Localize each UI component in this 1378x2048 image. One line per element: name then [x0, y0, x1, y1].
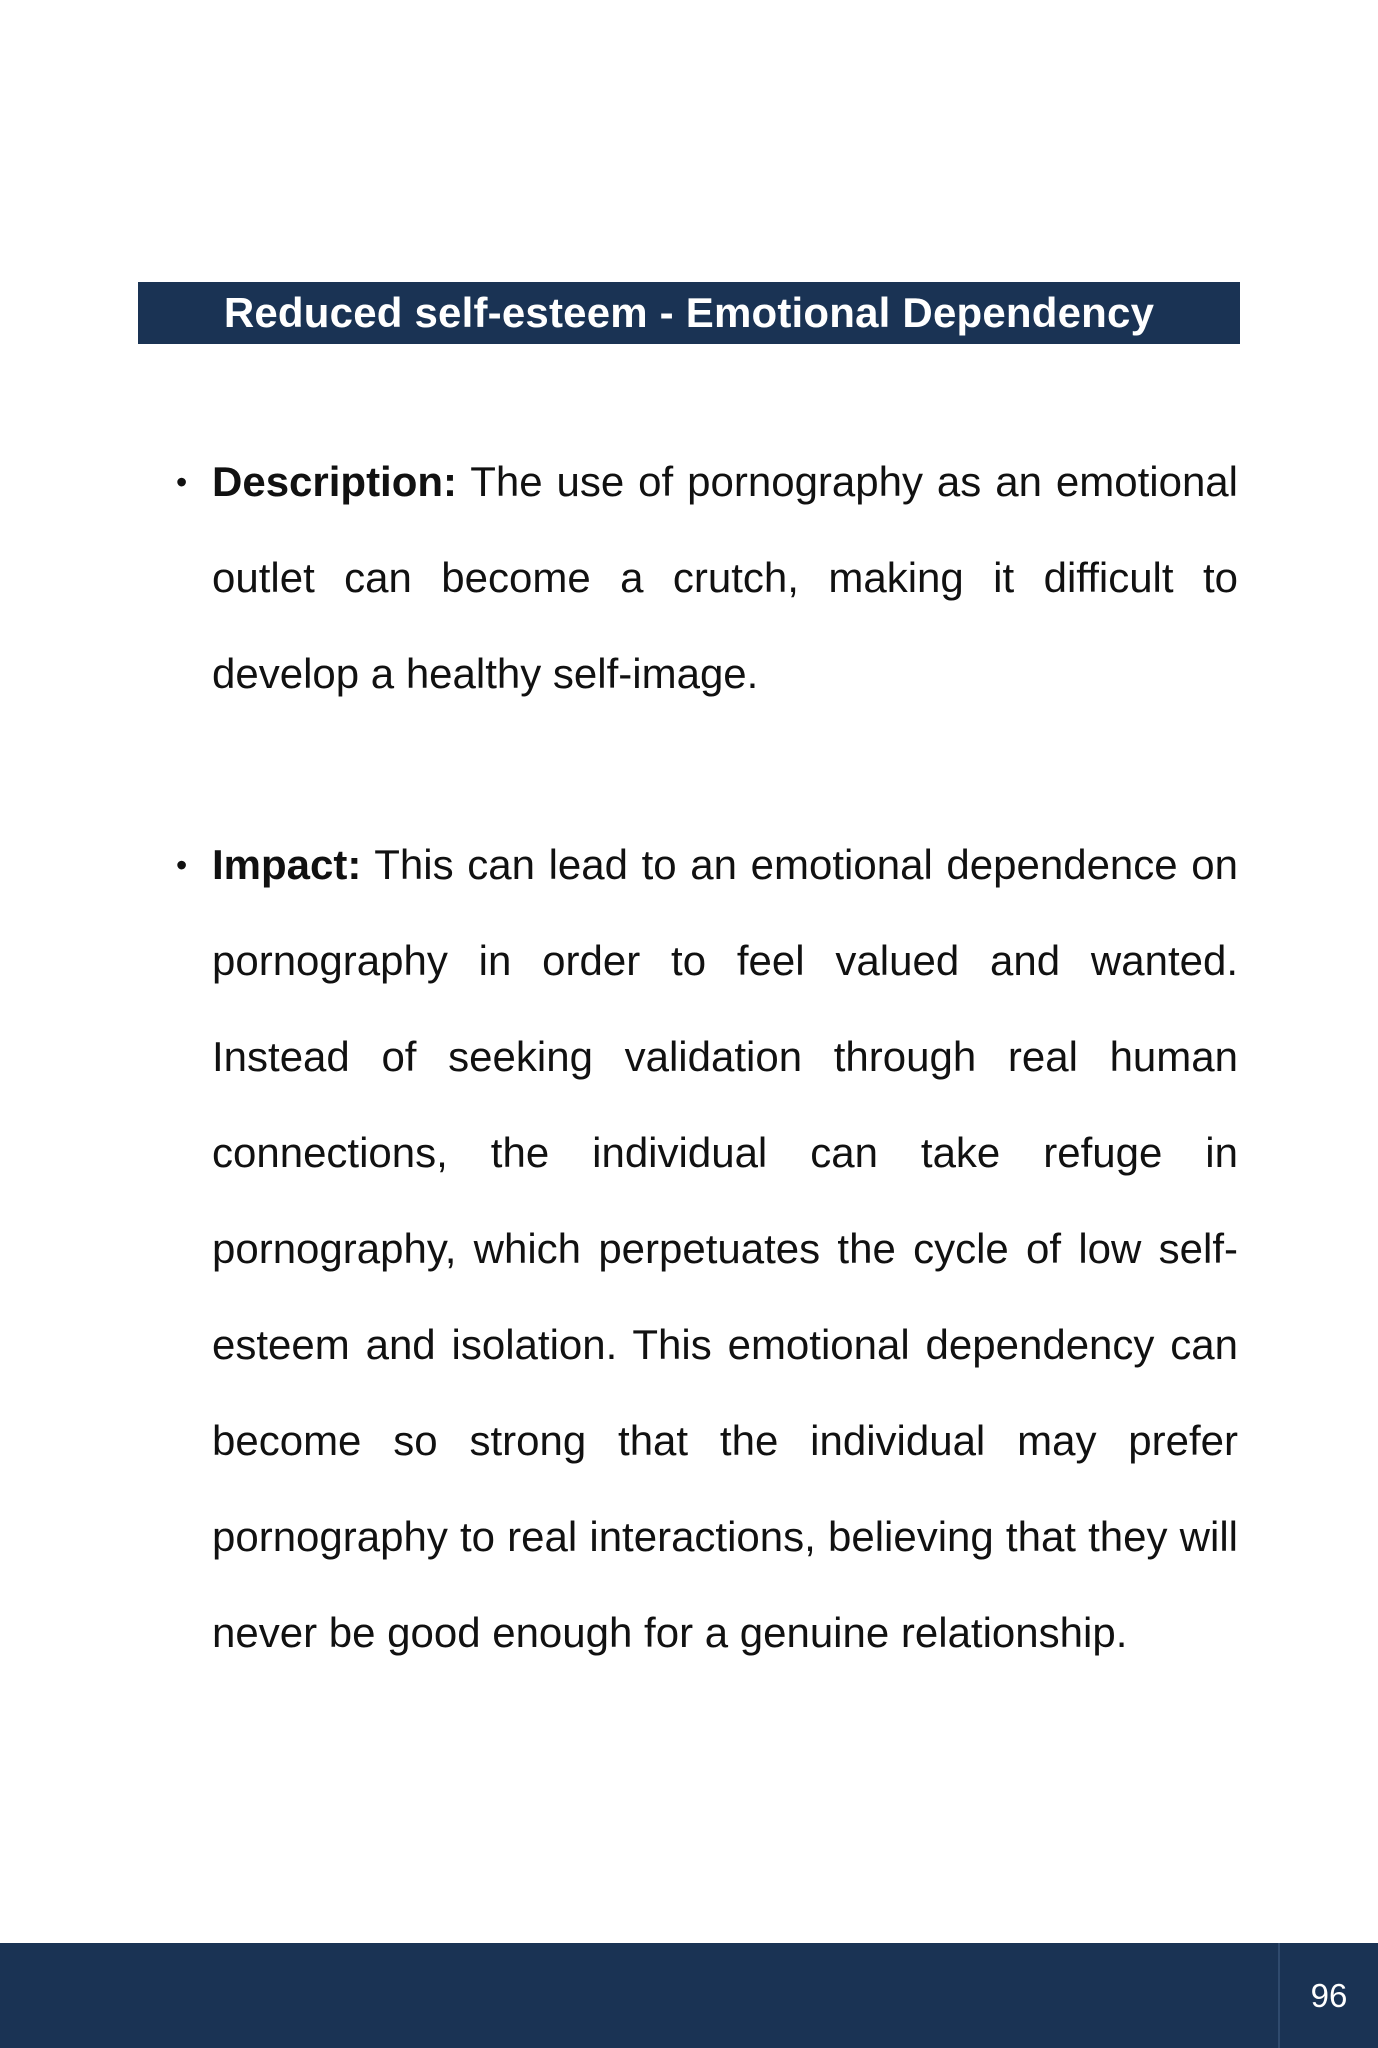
- bullet-icon: •: [176, 464, 188, 500]
- bullet-icon: •: [176, 847, 188, 883]
- list-item-description: [176, 434, 1238, 722]
- page-number: 96: [1310, 1977, 1348, 2014]
- page-number-box: [1278, 1943, 1378, 2048]
- item-text: This can lead to an emotional dependence on pornography in order to feel valued and wanted. Instead of seeking validation through real human connections, the individual can take refuge in pornography, which perpetuates the cycle of low self-esteem and isolation. This emotional dependency can become so strong that the individual may prefer pornography to real interactions, believing that they will never be good enough for a genuine relationship.: [212, 841, 1238, 1656]
- item-text: The use of pornography as an emotional outlet can become a crutch, making it difficult to develop a healthy self-image.: [212, 458, 1238, 697]
- bullet-list: [176, 434, 1238, 1681]
- section-title: Reduced self-esteem - Emotional Dependency: [223, 289, 1155, 336]
- section-title-bar: [138, 282, 1240, 344]
- item-label: Description:: [212, 458, 458, 505]
- item-label: Impact:: [212, 841, 362, 888]
- list-item-impact: [176, 817, 1238, 1681]
- page-footer: [0, 1943, 1378, 2048]
